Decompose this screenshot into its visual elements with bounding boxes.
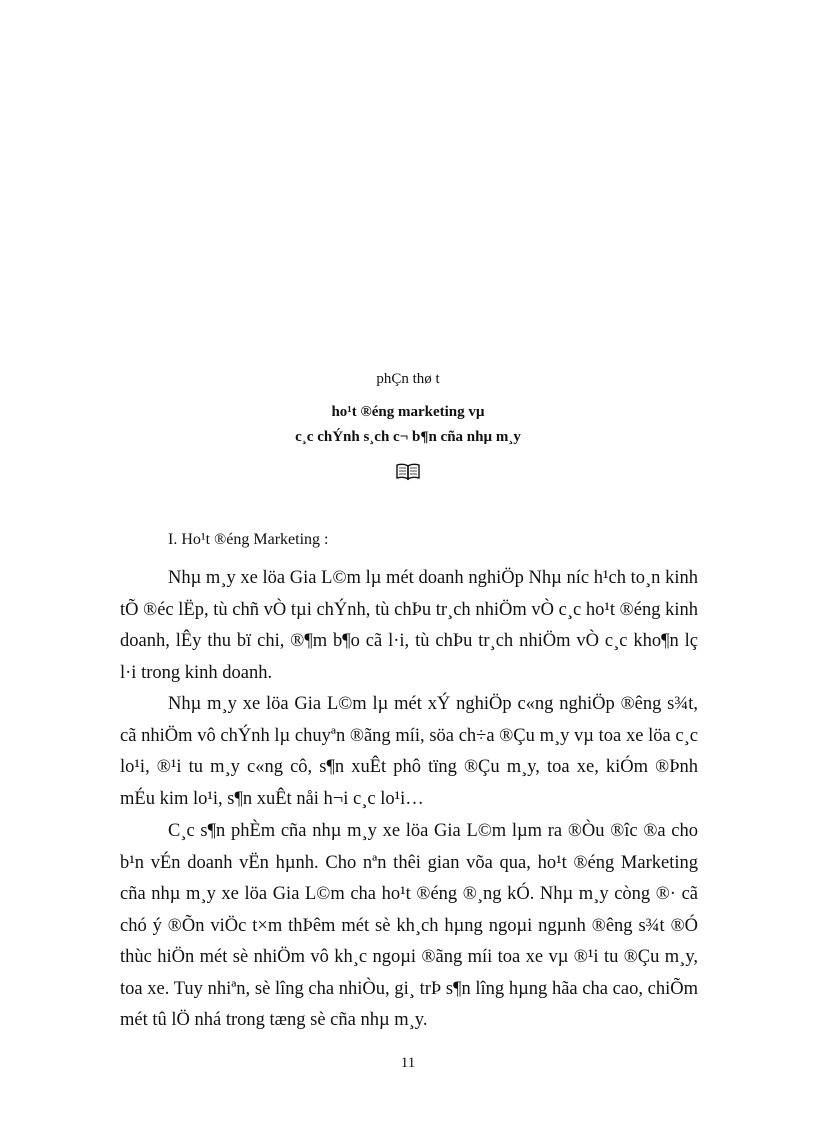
chapter-title-line-2: c¸c chÝnh s¸ch c¬ b¶n cña nhµ m¸y [295,429,521,445]
page-number: 11 [400,1055,416,1071]
paragraph-2: Nhµ m¸y xe löa Gia L©m lµ mét xÝ nghiÖp c«ng nghiÖp ®êng s¾t, cã nhiÖm vô chÝnh lµ chuyªn ®ãng míi, söa ch÷a ®Çu m¸y vµ toa xe löa c¸c lo¹i, ®¹i tu m¸y c«ng cô, s¶n xuÊt phô tïng ®Çu m¸y, toa xe, kiÓm ®Þnh mÉu kim lo¹i, s¶n xuÊt nåi h¬i c¸c lo¹i… [120,694,698,809]
paragraph-3: C¸c s¶n phÈm cña nhµ m¸y xe löa Gia L©m lµm ra ®Òu ®îc ®a cho b¹n vÉn doanh vËn hµnh. Cho nªn thêi gian võa qua, ho¹t ®éng Marketing cña nhµ m¸y xe löa Gia L©m cha ho¹t ®éng ®¸ng kÓ. Nhµ m¸y còng ®· cã chó ý ®Õn viÖc t×m thÞêm mét sè kh¸ch hµng ngoµi ngµnh ®êng s¾t ®Ó thùc hiÖn mét sè nhiÖm vô kh¸c ngoµi ®ãng míi toa xe vµ ®¹i tu ®Çu m¸y, toa xe. Tuy nhiªn, sè lîng cha nhiÒu, gi¸ trÞ s¶n lîng hµng hãa cha cao, chiÕm mét tû lÖ nhá trong tæng sè cña nhµ m¸y. [120,821,698,1030]
part-title: phÇn thø t [376,371,440,387]
paragraph-1: Nhµ m¸y xe löa Gia L©m lµ mét doanh nghiÖp Nhµ níc h¹ch to¸n kinh tÕ ®éc lËp, tù chñ vÒ tµi chÝnh, tù chÞu tr¸ch nhiÖm vÒ c¸c ho¹t ®éng kinh doanh, lÊy thu bï chi, ®¶m b¶o cã l·i, tù chÞu tr¸ch nhiÖm vÒ c¸c kho¶n lç l·i trong kinh doanh. [120,568,698,683]
section-heading: I. Ho¹t ®éng Marketing : [168,531,329,548]
book-icon [396,463,420,481]
chapter-title-line-1: ho¹t ®éng marketing vµ [331,404,485,420]
